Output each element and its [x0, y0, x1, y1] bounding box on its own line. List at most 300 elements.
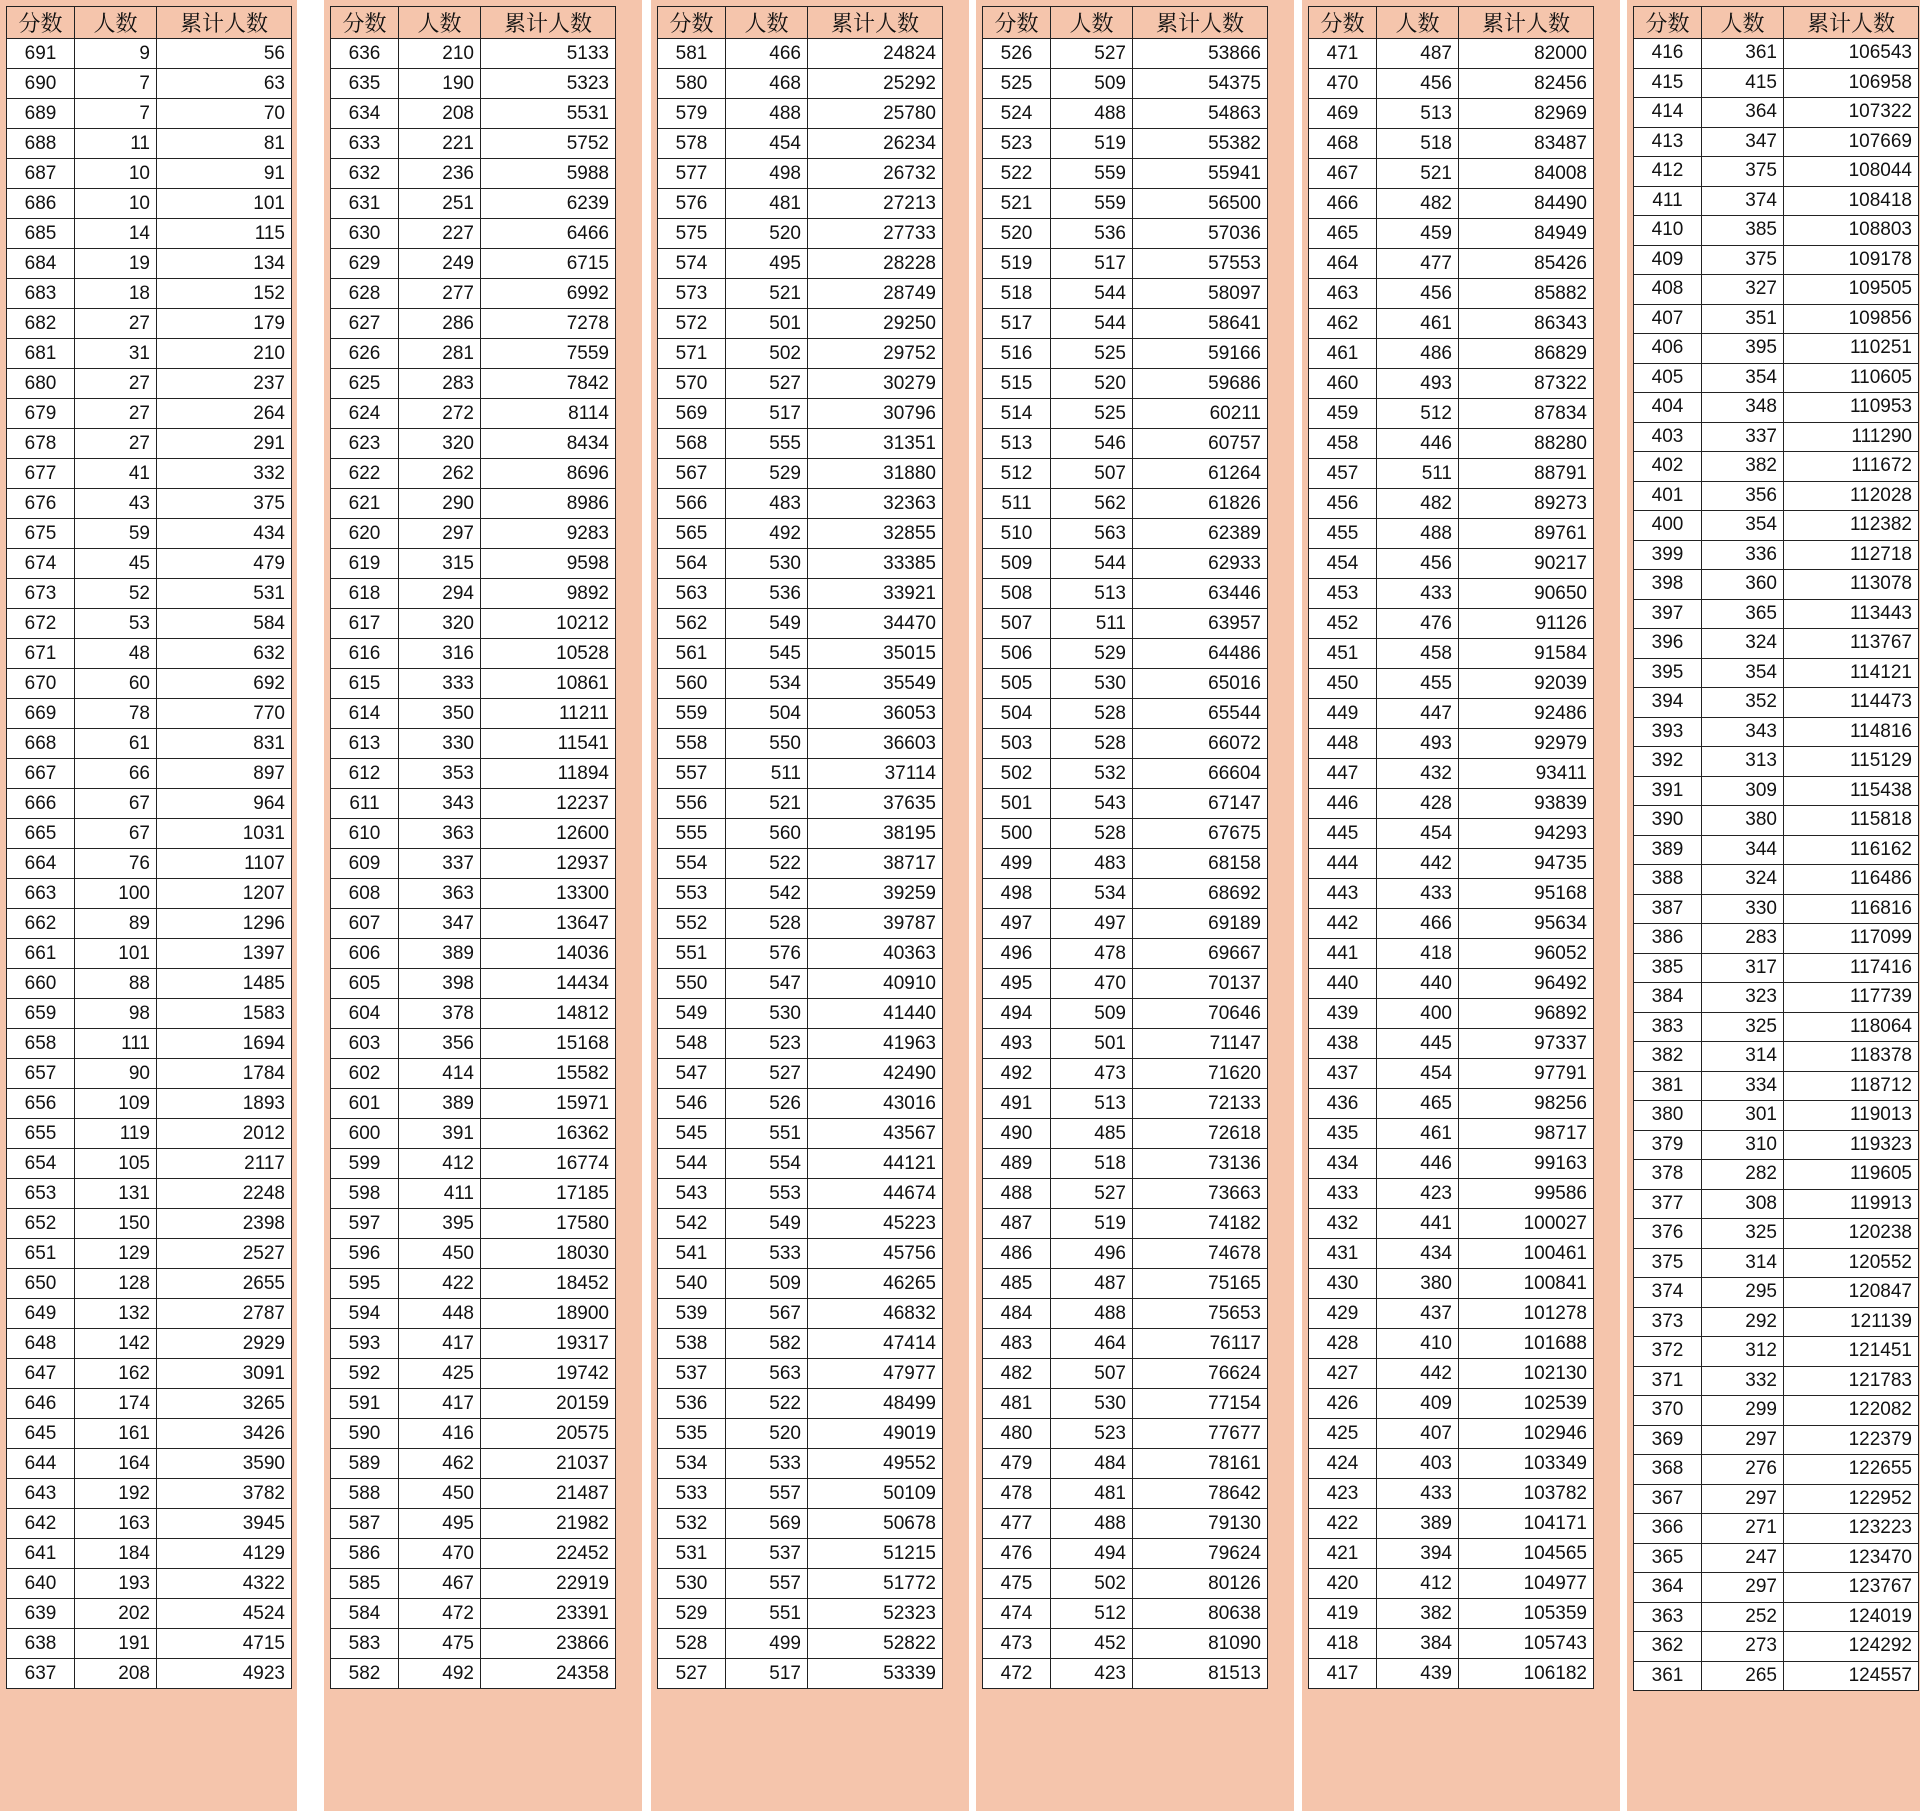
table-row	[1309, 489, 1594, 519]
score-cell: 373	[1634, 1307, 1702, 1337]
score-cell: 627	[331, 309, 399, 339]
cumulative-cell: 39259	[808, 879, 943, 909]
count-cell: 529	[726, 459, 808, 489]
count-cell: 549	[726, 1209, 808, 1239]
count-cell: 337	[1702, 422, 1784, 452]
cumulative-cell: 73136	[1133, 1149, 1268, 1179]
count-cell: 461	[1377, 1119, 1459, 1149]
table-row	[1309, 399, 1594, 429]
score-cell: 459	[1309, 399, 1377, 429]
cumulative-cell: 4923	[157, 1659, 292, 1689]
score-cell: 463	[1309, 279, 1377, 309]
score-cell: 591	[331, 1389, 399, 1419]
score-cell: 361	[1634, 1661, 1702, 1691]
cumulative-cell: 106543	[1784, 39, 1919, 69]
header-row	[331, 7, 616, 39]
score-cell: 387	[1634, 894, 1702, 924]
count-cell: 27	[75, 399, 157, 429]
cumulative-cell: 8696	[481, 459, 616, 489]
count-cell: 459	[1377, 219, 1459, 249]
table-row	[331, 1509, 616, 1539]
table-row	[1309, 1389, 1594, 1419]
table-column-3	[651, 0, 969, 1811]
table-row	[1309, 1599, 1594, 1629]
cumulative-cell: 102946	[1459, 1419, 1594, 1449]
table-row	[1634, 717, 1919, 747]
header-row	[7, 7, 292, 39]
count-cell: 523	[726, 1029, 808, 1059]
cumulative-cell: 94735	[1459, 849, 1594, 879]
table-row	[658, 849, 943, 879]
table-row	[1634, 157, 1919, 187]
score-cell: 556	[658, 789, 726, 819]
table-row	[7, 1269, 292, 1299]
count-cell: 354	[1702, 658, 1784, 688]
score-cell: 502	[983, 759, 1051, 789]
table-row	[7, 1479, 292, 1509]
count-cell: 227	[399, 219, 481, 249]
count-cell: 297	[1702, 1484, 1784, 1514]
score-cell: 680	[7, 369, 75, 399]
cumulative-cell: 4129	[157, 1539, 292, 1569]
table-row	[331, 39, 616, 69]
table-row	[7, 849, 292, 879]
cumulative-cell: 531	[157, 579, 292, 609]
table-row	[331, 939, 616, 969]
cumulative-cell: 124557	[1784, 1661, 1919, 1691]
count-cell: 382	[1377, 1599, 1459, 1629]
cumulative-cell: 2655	[157, 1269, 292, 1299]
count-cell: 150	[75, 1209, 157, 1239]
header-row	[1309, 7, 1594, 39]
count-cell: 378	[399, 999, 481, 1029]
table-row	[983, 729, 1268, 759]
table-row	[7, 1389, 292, 1419]
score-cell: 607	[331, 909, 399, 939]
table-row	[1634, 983, 1919, 1013]
table-row	[7, 249, 292, 279]
cumulative-cell: 55382	[1133, 129, 1268, 159]
count-cell: 350	[399, 699, 481, 729]
count-cell: 67	[75, 819, 157, 849]
table-row	[331, 1179, 616, 1209]
score-cell: 579	[658, 99, 726, 129]
table-row	[7, 189, 292, 219]
score-cell: 613	[331, 729, 399, 759]
score-cell: 452	[1309, 609, 1377, 639]
count-cell: 101	[75, 939, 157, 969]
cumulative-cell: 93839	[1459, 789, 1594, 819]
score-cell: 372	[1634, 1337, 1702, 1367]
score-cell: 590	[331, 1419, 399, 1449]
cumulative-cell: 121451	[1784, 1337, 1919, 1367]
cumulative-cell: 119013	[1784, 1101, 1919, 1131]
score-cell: 429	[1309, 1299, 1377, 1329]
count-cell: 494	[1051, 1539, 1133, 1569]
score-cell: 672	[7, 609, 75, 639]
score-cell: 413	[1634, 127, 1702, 157]
cumulative-cell: 48499	[808, 1389, 943, 1419]
count-cell: 496	[1051, 1239, 1133, 1269]
score-cell: 574	[658, 249, 726, 279]
cumulative-cell: 16774	[481, 1149, 616, 1179]
score-cell: 486	[983, 1239, 1051, 1269]
cumulative-cell: 210	[157, 339, 292, 369]
table-row	[658, 189, 943, 219]
cumulative-cell: 26732	[808, 159, 943, 189]
cumulative-cell: 71620	[1133, 1059, 1268, 1089]
score-cell: 641	[7, 1539, 75, 1569]
cumulative-cell: 18030	[481, 1239, 616, 1269]
table-row	[1634, 334, 1919, 364]
cumulative-cell: 75653	[1133, 1299, 1268, 1329]
cumulative-cell: 4322	[157, 1569, 292, 1599]
table-row	[983, 639, 1268, 669]
cumulative-cell: 63446	[1133, 579, 1268, 609]
score-cell: 596	[331, 1239, 399, 1269]
count-cell: 520	[726, 1419, 808, 1449]
count-cell: 447	[1377, 699, 1459, 729]
cumulative-cell: 109505	[1784, 275, 1919, 305]
score-cell: 377	[1634, 1189, 1702, 1219]
cumulative-cell: 70137	[1133, 969, 1268, 999]
cumulative-cell: 6992	[481, 279, 616, 309]
table-row	[658, 759, 943, 789]
count-cell: 433	[1377, 1479, 1459, 1509]
score-cell: 527	[658, 1659, 726, 1689]
count-cell: 501	[726, 309, 808, 339]
table-row	[7, 1539, 292, 1569]
cumulative-cell: 2929	[157, 1329, 292, 1359]
cumulative-cell: 58097	[1133, 279, 1268, 309]
score-cell: 449	[1309, 699, 1377, 729]
cumulative-cell: 30796	[808, 399, 943, 429]
table-row	[983, 1419, 1268, 1449]
cumulative-cell: 45223	[808, 1209, 943, 1239]
cumulative-cell: 479	[157, 549, 292, 579]
count-cell: 434	[1377, 1239, 1459, 1269]
count-cell: 512	[1377, 399, 1459, 429]
cumulative-cell: 82456	[1459, 69, 1594, 99]
table-row	[983, 1509, 1268, 1539]
score-cell: 550	[658, 969, 726, 999]
score-cell: 507	[983, 609, 1051, 639]
count-cell: 533	[726, 1449, 808, 1479]
table-row	[1309, 849, 1594, 879]
cumulative-cell: 72618	[1133, 1119, 1268, 1149]
table-row	[658, 519, 943, 549]
cumulative-cell: 375	[157, 489, 292, 519]
count-cell: 162	[75, 1359, 157, 1389]
score-cell: 500	[983, 819, 1051, 849]
score-cell: 409	[1634, 245, 1702, 275]
score-cell: 391	[1634, 776, 1702, 806]
count-cell: 495	[399, 1509, 481, 1539]
count-header: 人数	[1702, 7, 1784, 39]
table-row	[983, 819, 1268, 849]
table-row	[658, 1479, 943, 1509]
count-cell: 527	[726, 369, 808, 399]
table-row	[7, 369, 292, 399]
cumulative-cell: 80638	[1133, 1599, 1268, 1629]
count-cell: 534	[726, 669, 808, 699]
score-cell: 611	[331, 789, 399, 819]
count-cell: 445	[1377, 1029, 1459, 1059]
count-cell: 507	[1051, 1359, 1133, 1389]
cumulative-cell: 79624	[1133, 1539, 1268, 1569]
count-cell: 348	[1702, 393, 1784, 423]
count-cell: 527	[1051, 39, 1133, 69]
cumulative-cell: 31880	[808, 459, 943, 489]
count-cell: 412	[399, 1149, 481, 1179]
cumulative-cell: 114473	[1784, 688, 1919, 718]
cumulative-cell: 69667	[1133, 939, 1268, 969]
cumulative-cell: 632	[157, 639, 292, 669]
count-cell: 193	[75, 1569, 157, 1599]
table-row	[658, 159, 943, 189]
cumulative-cell: 116162	[1784, 835, 1919, 865]
table-row	[1309, 969, 1594, 999]
score-cell: 598	[331, 1179, 399, 1209]
score-cell: 432	[1309, 1209, 1377, 1239]
count-cell: 89	[75, 909, 157, 939]
cumulative-cell: 119605	[1784, 1160, 1919, 1190]
cumulative-cell: 24358	[481, 1659, 616, 1689]
cumulative-cell: 88791	[1459, 459, 1594, 489]
header-row	[658, 7, 943, 39]
cumulative-cell: 119913	[1784, 1189, 1919, 1219]
cumulative-cell: 73663	[1133, 1179, 1268, 1209]
cumulative-cell: 123470	[1784, 1543, 1919, 1573]
score-cell: 679	[7, 399, 75, 429]
score-cell: 583	[331, 1629, 399, 1659]
score-cell: 673	[7, 579, 75, 609]
count-cell: 509	[1051, 69, 1133, 99]
score-cell: 392	[1634, 747, 1702, 777]
score-cell: 469	[1309, 99, 1377, 129]
cumulative-cell: 113767	[1784, 629, 1919, 659]
cumulative-cell: 21037	[481, 1449, 616, 1479]
count-cell: 487	[1051, 1269, 1133, 1299]
table-row	[983, 849, 1268, 879]
count-cell: 273	[1702, 1632, 1784, 1662]
cumulative-cell: 90650	[1459, 579, 1594, 609]
table-row	[7, 1629, 292, 1659]
cumulative-cell: 63957	[1133, 609, 1268, 639]
table-row	[7, 39, 292, 69]
table-row	[1309, 1179, 1594, 1209]
score-cell: 561	[658, 639, 726, 669]
count-cell: 283	[399, 369, 481, 399]
cumulative-cell: 92486	[1459, 699, 1594, 729]
cumulative-cell: 86829	[1459, 339, 1594, 369]
cumulative-cell: 100461	[1459, 1239, 1594, 1269]
cumulative-cell: 66072	[1133, 729, 1268, 759]
count-cell: 560	[726, 819, 808, 849]
score-cell: 514	[983, 399, 1051, 429]
count-cell: 11	[75, 129, 157, 159]
table-row	[983, 1179, 1268, 1209]
count-cell: 412	[1377, 1569, 1459, 1599]
table-row	[1309, 819, 1594, 849]
count-cell: 529	[1051, 639, 1133, 669]
cumulative-cell: 108418	[1784, 186, 1919, 216]
table-row	[331, 159, 616, 189]
count-cell: 128	[75, 1269, 157, 1299]
table-row	[1634, 629, 1919, 659]
score-cell: 483	[983, 1329, 1051, 1359]
table-row	[658, 699, 943, 729]
count-cell: 550	[726, 729, 808, 759]
count-cell: 356	[399, 1029, 481, 1059]
score-cell: 674	[7, 549, 75, 579]
score-header: 分数	[1309, 7, 1377, 39]
count-cell: 297	[399, 519, 481, 549]
score-cell: 512	[983, 459, 1051, 489]
score-cell: 662	[7, 909, 75, 939]
table-row	[1634, 245, 1919, 275]
cumulative-cell: 96492	[1459, 969, 1594, 999]
score-cell: 411	[1634, 186, 1702, 216]
score-cell: 684	[7, 249, 75, 279]
score-cell: 383	[1634, 1012, 1702, 1042]
count-cell: 527	[1051, 1179, 1133, 1209]
cumulative-cell: 17185	[481, 1179, 616, 1209]
table-row	[7, 519, 292, 549]
score-cell: 651	[7, 1239, 75, 1269]
score-cell: 462	[1309, 309, 1377, 339]
score-cell: 551	[658, 939, 726, 969]
count-cell: 493	[1377, 369, 1459, 399]
cumulative-cell: 25292	[808, 69, 943, 99]
score-cell: 622	[331, 459, 399, 489]
score-cell: 568	[658, 429, 726, 459]
table-row	[1634, 511, 1919, 541]
score-cell: 584	[331, 1599, 399, 1629]
count-cell: 487	[1377, 39, 1459, 69]
table-row	[983, 99, 1268, 129]
count-cell: 522	[726, 849, 808, 879]
table-row	[331, 1059, 616, 1089]
count-cell: 414	[399, 1059, 481, 1089]
table-row	[983, 1089, 1268, 1119]
cumulative-cell: 120238	[1784, 1219, 1919, 1249]
table-row	[1634, 1366, 1919, 1396]
table-row	[331, 1299, 616, 1329]
score-cell: 645	[7, 1419, 75, 1449]
count-cell: 347	[1702, 127, 1784, 157]
score-cell: 678	[7, 429, 75, 459]
count-cell: 76	[75, 849, 157, 879]
cumulative-cell: 38717	[808, 849, 943, 879]
count-cell: 337	[399, 849, 481, 879]
cumulative-cell: 44674	[808, 1179, 943, 1209]
score-cell: 498	[983, 879, 1051, 909]
count-cell: 352	[1702, 688, 1784, 718]
score-cell: 436	[1309, 1089, 1377, 1119]
cumulative-cell: 96892	[1459, 999, 1594, 1029]
table-row	[983, 39, 1268, 69]
score-cell: 414	[1634, 98, 1702, 128]
score-cell: 565	[658, 519, 726, 549]
table-row	[658, 39, 943, 69]
score-cell: 634	[331, 99, 399, 129]
score-cell: 461	[1309, 339, 1377, 369]
cumulative-cell: 87834	[1459, 399, 1594, 429]
cumulative-cell: 103782	[1459, 1479, 1594, 1509]
count-cell: 271	[1702, 1514, 1784, 1544]
count-cell: 336	[1702, 540, 1784, 570]
table-row	[658, 129, 943, 159]
cumulative-cell: 112718	[1784, 540, 1919, 570]
count-cell: 519	[1051, 129, 1133, 159]
score-header: 分数	[331, 7, 399, 39]
score-cell: 555	[658, 819, 726, 849]
table-row	[331, 639, 616, 669]
table-row	[983, 1479, 1268, 1509]
score-cell: 471	[1309, 39, 1377, 69]
cumulative-cell: 112382	[1784, 511, 1919, 541]
count-cell: 549	[726, 609, 808, 639]
table-row	[1634, 599, 1919, 629]
score-cell: 427	[1309, 1359, 1377, 1389]
count-cell: 52	[75, 579, 157, 609]
cumulative-cell: 110605	[1784, 363, 1919, 393]
cumulative-cell: 11541	[481, 729, 616, 759]
score-cell: 424	[1309, 1449, 1377, 1479]
cumulative-cell: 27733	[808, 219, 943, 249]
cumulative-cell: 19317	[481, 1329, 616, 1359]
table-row	[658, 1119, 943, 1149]
score-cell: 601	[331, 1089, 399, 1119]
table-row	[1634, 39, 1919, 69]
score-cell: 382	[1634, 1042, 1702, 1072]
table-row	[983, 1209, 1268, 1239]
count-cell: 511	[726, 759, 808, 789]
table-row	[331, 279, 616, 309]
table-row	[331, 789, 616, 819]
score-cell: 541	[658, 1239, 726, 1269]
score-cell: 450	[1309, 669, 1377, 699]
cumulative-cell: 40910	[808, 969, 943, 999]
table-row	[7, 669, 292, 699]
score-cell: 639	[7, 1599, 75, 1629]
table-row	[331, 1359, 616, 1389]
count-cell: 517	[1051, 249, 1133, 279]
count-cell: 398	[399, 969, 481, 999]
table-row	[1309, 129, 1594, 159]
count-cell: 448	[399, 1299, 481, 1329]
cumulative-header: 累计人数	[1784, 7, 1919, 39]
count-cell: 294	[399, 579, 481, 609]
count-cell: 523	[1051, 1419, 1133, 1449]
table-row	[7, 1239, 292, 1269]
table-row	[1634, 570, 1919, 600]
score-cell: 495	[983, 969, 1051, 999]
count-cell: 466	[726, 39, 808, 69]
cumulative-cell: 99586	[1459, 1179, 1594, 1209]
count-cell: 60	[75, 669, 157, 699]
cumulative-cell: 84949	[1459, 219, 1594, 249]
score-cell: 477	[983, 1509, 1051, 1539]
cumulative-cell: 98717	[1459, 1119, 1594, 1149]
cumulative-cell: 99163	[1459, 1149, 1594, 1179]
count-cell: 249	[399, 249, 481, 279]
cumulative-cell: 5988	[481, 159, 616, 189]
score-cell: 566	[658, 489, 726, 519]
cumulative-cell: 81090	[1133, 1629, 1268, 1659]
count-cell: 265	[1702, 1661, 1784, 1691]
